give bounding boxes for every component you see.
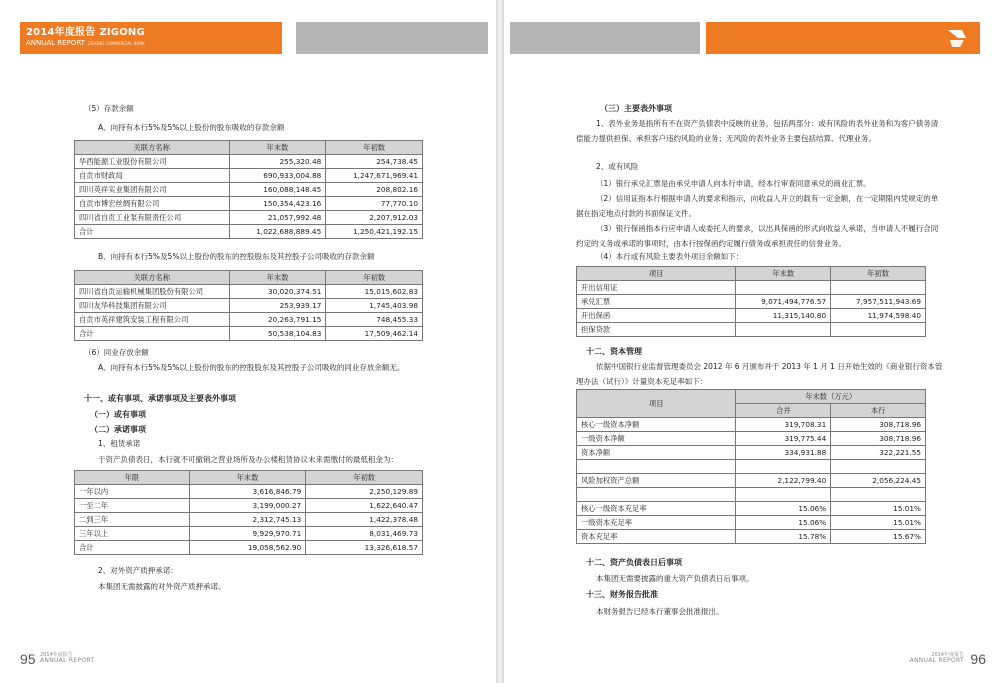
lease-text: 于资产负债表日，本行就不可撤销之营业场所及办公楼租赁协议未来需缴付的最低租金为： [98, 455, 398, 464]
report-logo: 2014年度报告 ZIGONG ANNUAL REPORT ZIGONG COMMERCIAL BANK [26, 27, 145, 47]
table-cell: 1,247,671,969.41 [326, 169, 423, 183]
table-cell [577, 460, 736, 474]
footer-right: 2014年度报告 ANNUAL REPORT [909, 651, 964, 665]
table-cell: 319,708.31 [736, 418, 831, 432]
table-row [75, 183, 423, 197]
table-cell [736, 460, 831, 474]
table-cell: 华西能源工业股份有限公司 [75, 155, 230, 169]
table-cell: 254,738.45 [326, 155, 423, 169]
table-cell: 一至二年 [75, 499, 190, 513]
table-cell: 自贡市博宏丝绸有限公司 [75, 197, 230, 211]
section-12-title: 十二、资本管理 [586, 347, 642, 356]
table-cell: 开出保函 [577, 309, 736, 323]
table-cell: 三年以上 [75, 527, 190, 541]
section-11-2-title: （二）承诺事项 [90, 425, 146, 434]
table-cell: 2,250,129.89 [306, 485, 423, 499]
table-cell: 2,056,224.45 [831, 474, 926, 488]
capital-header-bank: 本行 [831, 404, 926, 418]
section-3-para-6: （4）本行或有风险主要表外项目余额如下： [596, 252, 744, 261]
table-row [75, 169, 423, 183]
section-11-1-title: （一）或有事项 [90, 410, 146, 419]
table-cell: 21,057,992.48 [229, 211, 326, 225]
table-cell [831, 281, 926, 295]
table-cell: 690,933,004.88 [229, 169, 326, 183]
table-row [577, 488, 926, 502]
table-cell: 50,538,104.83 [229, 327, 326, 341]
table-row [577, 474, 926, 488]
lease-title: 1、租赁承诺 [98, 439, 141, 448]
table-cell: 11,974,598.40 [831, 309, 926, 323]
table-header-cell: 年末数 [229, 271, 326, 285]
table-cell [736, 488, 831, 502]
table-cell: 15.78% [736, 530, 831, 544]
table-cell: 11,315,140.80 [736, 309, 831, 323]
table-cell: 3,616,846.79 [189, 485, 306, 499]
table-cell: 15,015,602.83 [326, 285, 423, 299]
lease-table [74, 470, 423, 555]
table-cell: 一级资本净额 [577, 432, 736, 446]
table-cell: 15.01% [831, 502, 926, 516]
section-3-para-4: （2）信用证指本行根据申请人的要求和指示，向收益人开立的载有一定金额，在一定期限内凭规定的单据在指定地点付款的书面保证文件。 [576, 194, 939, 218]
header-gray-bar [296, 22, 488, 54]
table-cell [736, 323, 831, 337]
section-3-para-2: 2、或有风险 [596, 162, 639, 171]
table-row [577, 516, 926, 530]
deposit-table-a [74, 140, 423, 239]
capital-table [576, 389, 926, 544]
table-cell [831, 323, 926, 337]
table-cell: 20,263,791.15 [229, 313, 326, 327]
table-cell: 开出信用证 [577, 281, 736, 295]
capital-header-consolidated: 合并 [736, 404, 831, 418]
page-gutter [496, 0, 504, 683]
table-cell [577, 488, 736, 502]
table-cell: 308,718.96 [831, 418, 926, 432]
section-14-text: 本财务报告已经本行董事会批准报出。 [596, 607, 724, 616]
table-header-cell: 年初数 [326, 271, 423, 285]
table-header-cell: 年初数 [306, 471, 423, 485]
table-row [577, 460, 926, 474]
table-cell: 合计 [75, 225, 230, 239]
table-header-cell: 年初数 [831, 267, 926, 281]
table-cell: 资本充足率 [577, 530, 736, 544]
table-cell: 17,509,462.14 [326, 327, 423, 341]
page-number-right: 96 [970, 651, 986, 667]
table-header-cell: 年末数 [229, 141, 326, 155]
table-cell: 四川省自贡工业泵有限责任公司 [75, 211, 230, 225]
table-cell: 自贡市财政局 [75, 169, 230, 183]
pledge-title: 2、对外资产质押承诺： [98, 566, 178, 575]
table-row [577, 323, 926, 337]
table-cell: 资本净额 [577, 446, 736, 460]
table-row [577, 530, 926, 544]
table-cell: 208,802.16 [326, 183, 423, 197]
section-13-text: 本集团无需要披露的重大资产负债表日后事项。 [596, 574, 754, 583]
deposit-table-b [74, 270, 423, 341]
table-row [577, 432, 926, 446]
table-row [577, 502, 926, 516]
capital-header-item: 项目 [577, 390, 736, 418]
table-cell: 308,718.96 [831, 432, 926, 446]
capital-header-group: 年末数（万元） [736, 390, 926, 404]
table-row [75, 211, 423, 225]
table-cell: 二到三年 [75, 513, 190, 527]
table-row [577, 309, 926, 323]
off-balance-table [576, 266, 926, 337]
table-cell: 合计 [75, 541, 190, 555]
table-row [75, 513, 423, 527]
table-cell: 160,088,148.45 [229, 183, 326, 197]
table-cell: 1,022,688,889.45 [229, 225, 326, 239]
section-6-title: （6）同业存放余额 [84, 348, 149, 357]
table-cell: 15.06% [736, 502, 831, 516]
table-header-cell: 年末数 [189, 471, 306, 485]
table-cell: 四川省自贡运输机械集团股份有限公司 [75, 285, 230, 299]
table-cell: 核心一级资本净额 [577, 418, 736, 432]
table-cell: 8,031,469.73 [306, 527, 423, 541]
table-cell: 四川友华科技集团有限公司 [75, 299, 230, 313]
bank-emblem-icon [944, 26, 970, 50]
section-14-title: 十三、财务报告批准 [586, 590, 658, 599]
table-cell: 一级资本充足率 [577, 516, 736, 530]
table-header-cell: 年初数 [326, 141, 423, 155]
table-cell: 7,957,511,943.69 [831, 295, 926, 309]
table-cell: 13,326,618.57 [306, 541, 423, 555]
section-5-title: （5）存款余额 [84, 104, 134, 113]
section-11-title: 十一、或有事项、承诺事项及主要表外事项 [84, 394, 236, 403]
table-cell: 334,931.88 [736, 446, 831, 460]
table-cell: 承兑汇票 [577, 295, 736, 309]
table-row [577, 295, 926, 309]
table-row [75, 327, 423, 341]
table-cell: 319,775.44 [736, 432, 831, 446]
table-row [577, 418, 926, 432]
table-cell: 1,250,421,192.15 [326, 225, 423, 239]
table-cell: 255,320.48 [229, 155, 326, 169]
table-row [75, 527, 423, 541]
table-row [577, 281, 926, 295]
table-cell: 四川英祥实业集团有限公司 [75, 183, 230, 197]
table-cell: 30,020,374.51 [229, 285, 326, 299]
table-row [75, 285, 423, 299]
table-cell: 3,199,000.27 [189, 499, 306, 513]
section-12-text: 依据中国银行业监督管理委员会 2012 年 6 月颁布并于 2013 年 1 月 1 日开始生效的《商业银行资本管理办法（试行）》计量资本充足率如下： [576, 362, 943, 386]
table-row [75, 155, 423, 169]
section-3-para-3: （1）银行承兑汇票是由承兑申请人向本行申请，经本行审查同意承兑的商业汇票。 [596, 179, 871, 188]
table-header-cell: 关联方名称 [75, 141, 230, 155]
right-page [504, 0, 1000, 683]
section-5a-title: A、向持有本行5%及5%以上股份的股东吸收的存款余额 [98, 123, 285, 132]
table-cell: 15.01% [831, 516, 926, 530]
table-cell: 9,929,970.71 [189, 527, 306, 541]
header-orange-bar-right [706, 22, 980, 54]
table-cell: 风险加权资产总额 [577, 474, 736, 488]
table-cell: 253,939.17 [229, 299, 326, 313]
table-cell: 1,622,640.47 [306, 499, 423, 513]
table-row [75, 197, 423, 211]
table-cell: 2,312,745.13 [189, 513, 306, 527]
table-cell: 15.67% [831, 530, 926, 544]
table-row [75, 225, 423, 239]
table-row [75, 499, 423, 513]
section-6a-text: A、向持有本行5%及5%以上股份的股东的控股股东及其控股子公司吸收的同业存放余额无。 [98, 363, 405, 372]
table-cell: 2,207,912.03 [326, 211, 423, 225]
table-cell: 一年以内 [75, 485, 190, 499]
table-header-cell: 年限 [75, 471, 190, 485]
header-gray-bar-right [510, 22, 700, 54]
table-cell [736, 281, 831, 295]
table-cell [831, 488, 926, 502]
table-row [75, 313, 423, 327]
table-cell: 1,745,403.98 [326, 299, 423, 313]
table-cell: 自贡市英祥建筑安装工程有限公司 [75, 313, 230, 327]
table-row [75, 485, 423, 499]
table-cell: 核心一级资本充足率 [577, 502, 736, 516]
section-3-title: （三）主要表外事项 [600, 104, 672, 113]
table-cell: 2,122,799.40 [736, 474, 831, 488]
table-cell: 19,058,562.90 [189, 541, 306, 555]
table-header-cell: 项目 [577, 267, 736, 281]
section-3-para-5: （3）银行保函指本行应申请人或委托人的要求，以出具保函的形式向收益人承诺，当申请人不履行合同约定的义务或承诺的事项时，由本行按保函约定履行债务或承担责任的信誉业务。 [576, 224, 939, 248]
section-3-para-1: 1、表外业务是指所有不在资产负债表中反映的业务，包括两部分：或有风险的表外业务和为客户债务清偿能力提供担保、承担客户违约风险的业务；无风险的表外业务主要包括结算、代理业务。 [576, 119, 939, 143]
table-row [577, 446, 926, 460]
left-page [0, 0, 496, 683]
table-cell [831, 460, 926, 474]
table-row [75, 541, 423, 555]
table-cell: 748,455.33 [326, 313, 423, 327]
table-cell: 担保贷款 [577, 323, 736, 337]
table-cell: 9,071,494,776.57 [736, 295, 831, 309]
table-cell: 15.06% [736, 516, 831, 530]
pledge-text: 本集团无需披露的对外资产质押承诺。 [98, 582, 226, 591]
page-number-left: 95 [20, 651, 36, 667]
table-cell: 150,354,423.16 [229, 197, 326, 211]
table-cell: 1,422,378.48 [306, 513, 423, 527]
table-header-cell: 关联方名称 [75, 271, 230, 285]
footer-left: 2014年度报告 ANNUAL REPORT [40, 651, 95, 665]
table-cell: 合计 [75, 327, 230, 341]
section-13-title: 十二、资产负债表日后事项 [586, 558, 682, 567]
table-cell: 322,221.55 [831, 446, 926, 460]
table-cell: 77,770.10 [326, 197, 423, 211]
table-header-cell: 年末数 [736, 267, 831, 281]
table-row [75, 299, 423, 313]
section-5b-title: B、向持有本行5%及5%以上股份的股东的控股股东及其控股子公司吸收的存款余额 [98, 252, 375, 261]
